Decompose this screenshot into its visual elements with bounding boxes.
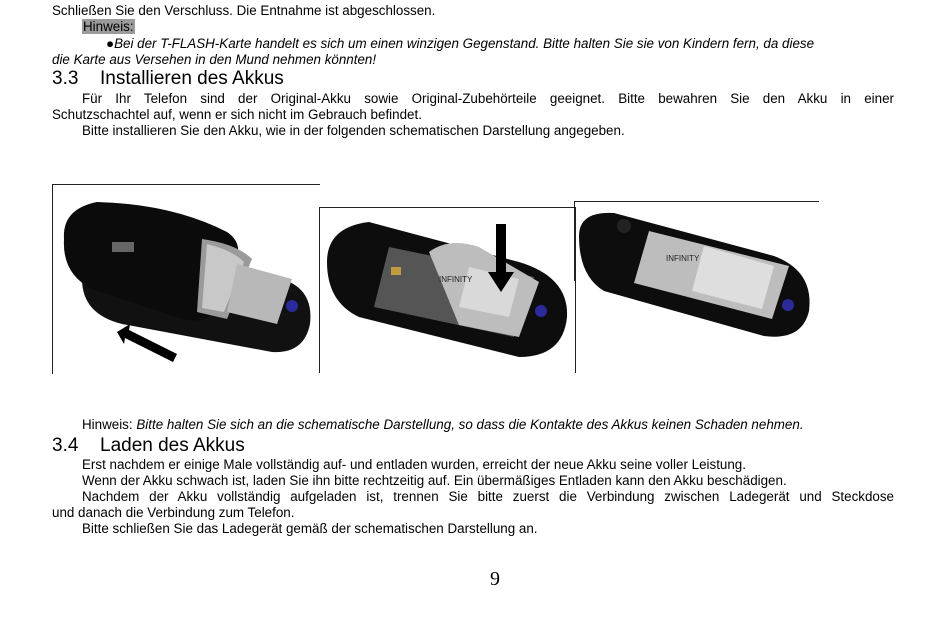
section-title: Installieren des Akkus [100, 68, 284, 89]
tflash-warning-line2: die Karte aus Versehen in den Mund nehmen könnten! [52, 52, 377, 67]
section-heading-3-3 [52, 68, 284, 90]
contact-hint-label: Hinweis: [82, 417, 133, 432]
page-number: 9 [490, 568, 500, 590]
section-number: 3.3 [52, 68, 79, 89]
hint-label-top [82, 19, 135, 35]
charging-para3-line2: und danach die Verbindung zum Telefon. [52, 505, 295, 520]
section-title-3-4: Laden des Akkus [100, 435, 245, 456]
battery-figure-3 [574, 201, 819, 341]
battery-para2: Bitte installieren Sie den Akku, wie in der folgenden schematischen Darstellung angegeben. [82, 123, 625, 138]
charging-para3-line1: Nachdem der Akku vollständig aufgeladen ist, trennen Sie bitte zuerst die Verbindung zwischen Ladegerät und Steckdose [82, 489, 894, 504]
section-heading-3-4 [52, 435, 245, 457]
bullet-icon: ● [106, 36, 115, 51]
charging-para2: Wenn der Akku schwach ist, laden Sie ihn bitte rechtzeitig auf. Ein übermäßiges Entladen kann den Akku beschädigen. [82, 473, 787, 488]
contact-hint [82, 417, 804, 433]
hint-label-highlight: Hinweis: [83, 19, 134, 34]
contact-hint-text: Bitte halten Sie sich an die schematische Darstellung, so dass die Kontakte des Akkus keinen Schaden nehmen. [136, 417, 804, 432]
charging-para4: Bitte schließen Sie das Ladegerät gemäß der schematischen Darstellung an. [82, 521, 538, 536]
section-number-3-4: 3.4 [52, 435, 79, 456]
tflash-warning-line1: Bei der T-FLASH-Karte handelt es sich um einen winzigen Gegenstand. Bitte halten Sie sie von Kindern fern, da diese [114, 36, 815, 51]
battery-para1-line2: Schutzschachtel auf, wenn er sich nicht im Gebrauch befindet. [52, 107, 422, 122]
closing-instruction: Schließen Sie den Verschluss. Die Entnahme ist abgeschlossen. [52, 3, 436, 18]
battery-figure-2 [319, 207, 576, 373]
battery-para1-line1: Für Ihr Telefon sind der Original-Akku sowie Original-Zubehörteile geeignet. Bitte bewahren Sie den Akku in einer [82, 91, 894, 106]
charging-para1: Erst nachdem er einige Male vollständig auf- und entladen wurden, erreicht der neue Akku seine voller Leistung. [82, 457, 746, 472]
battery-brand-label-installed: INFINITY [666, 254, 700, 263]
battery-figure-1 [52, 184, 320, 374]
hint-text-line1 [106, 36, 814, 52]
battery-brand-label: INFINITY [439, 275, 473, 284]
